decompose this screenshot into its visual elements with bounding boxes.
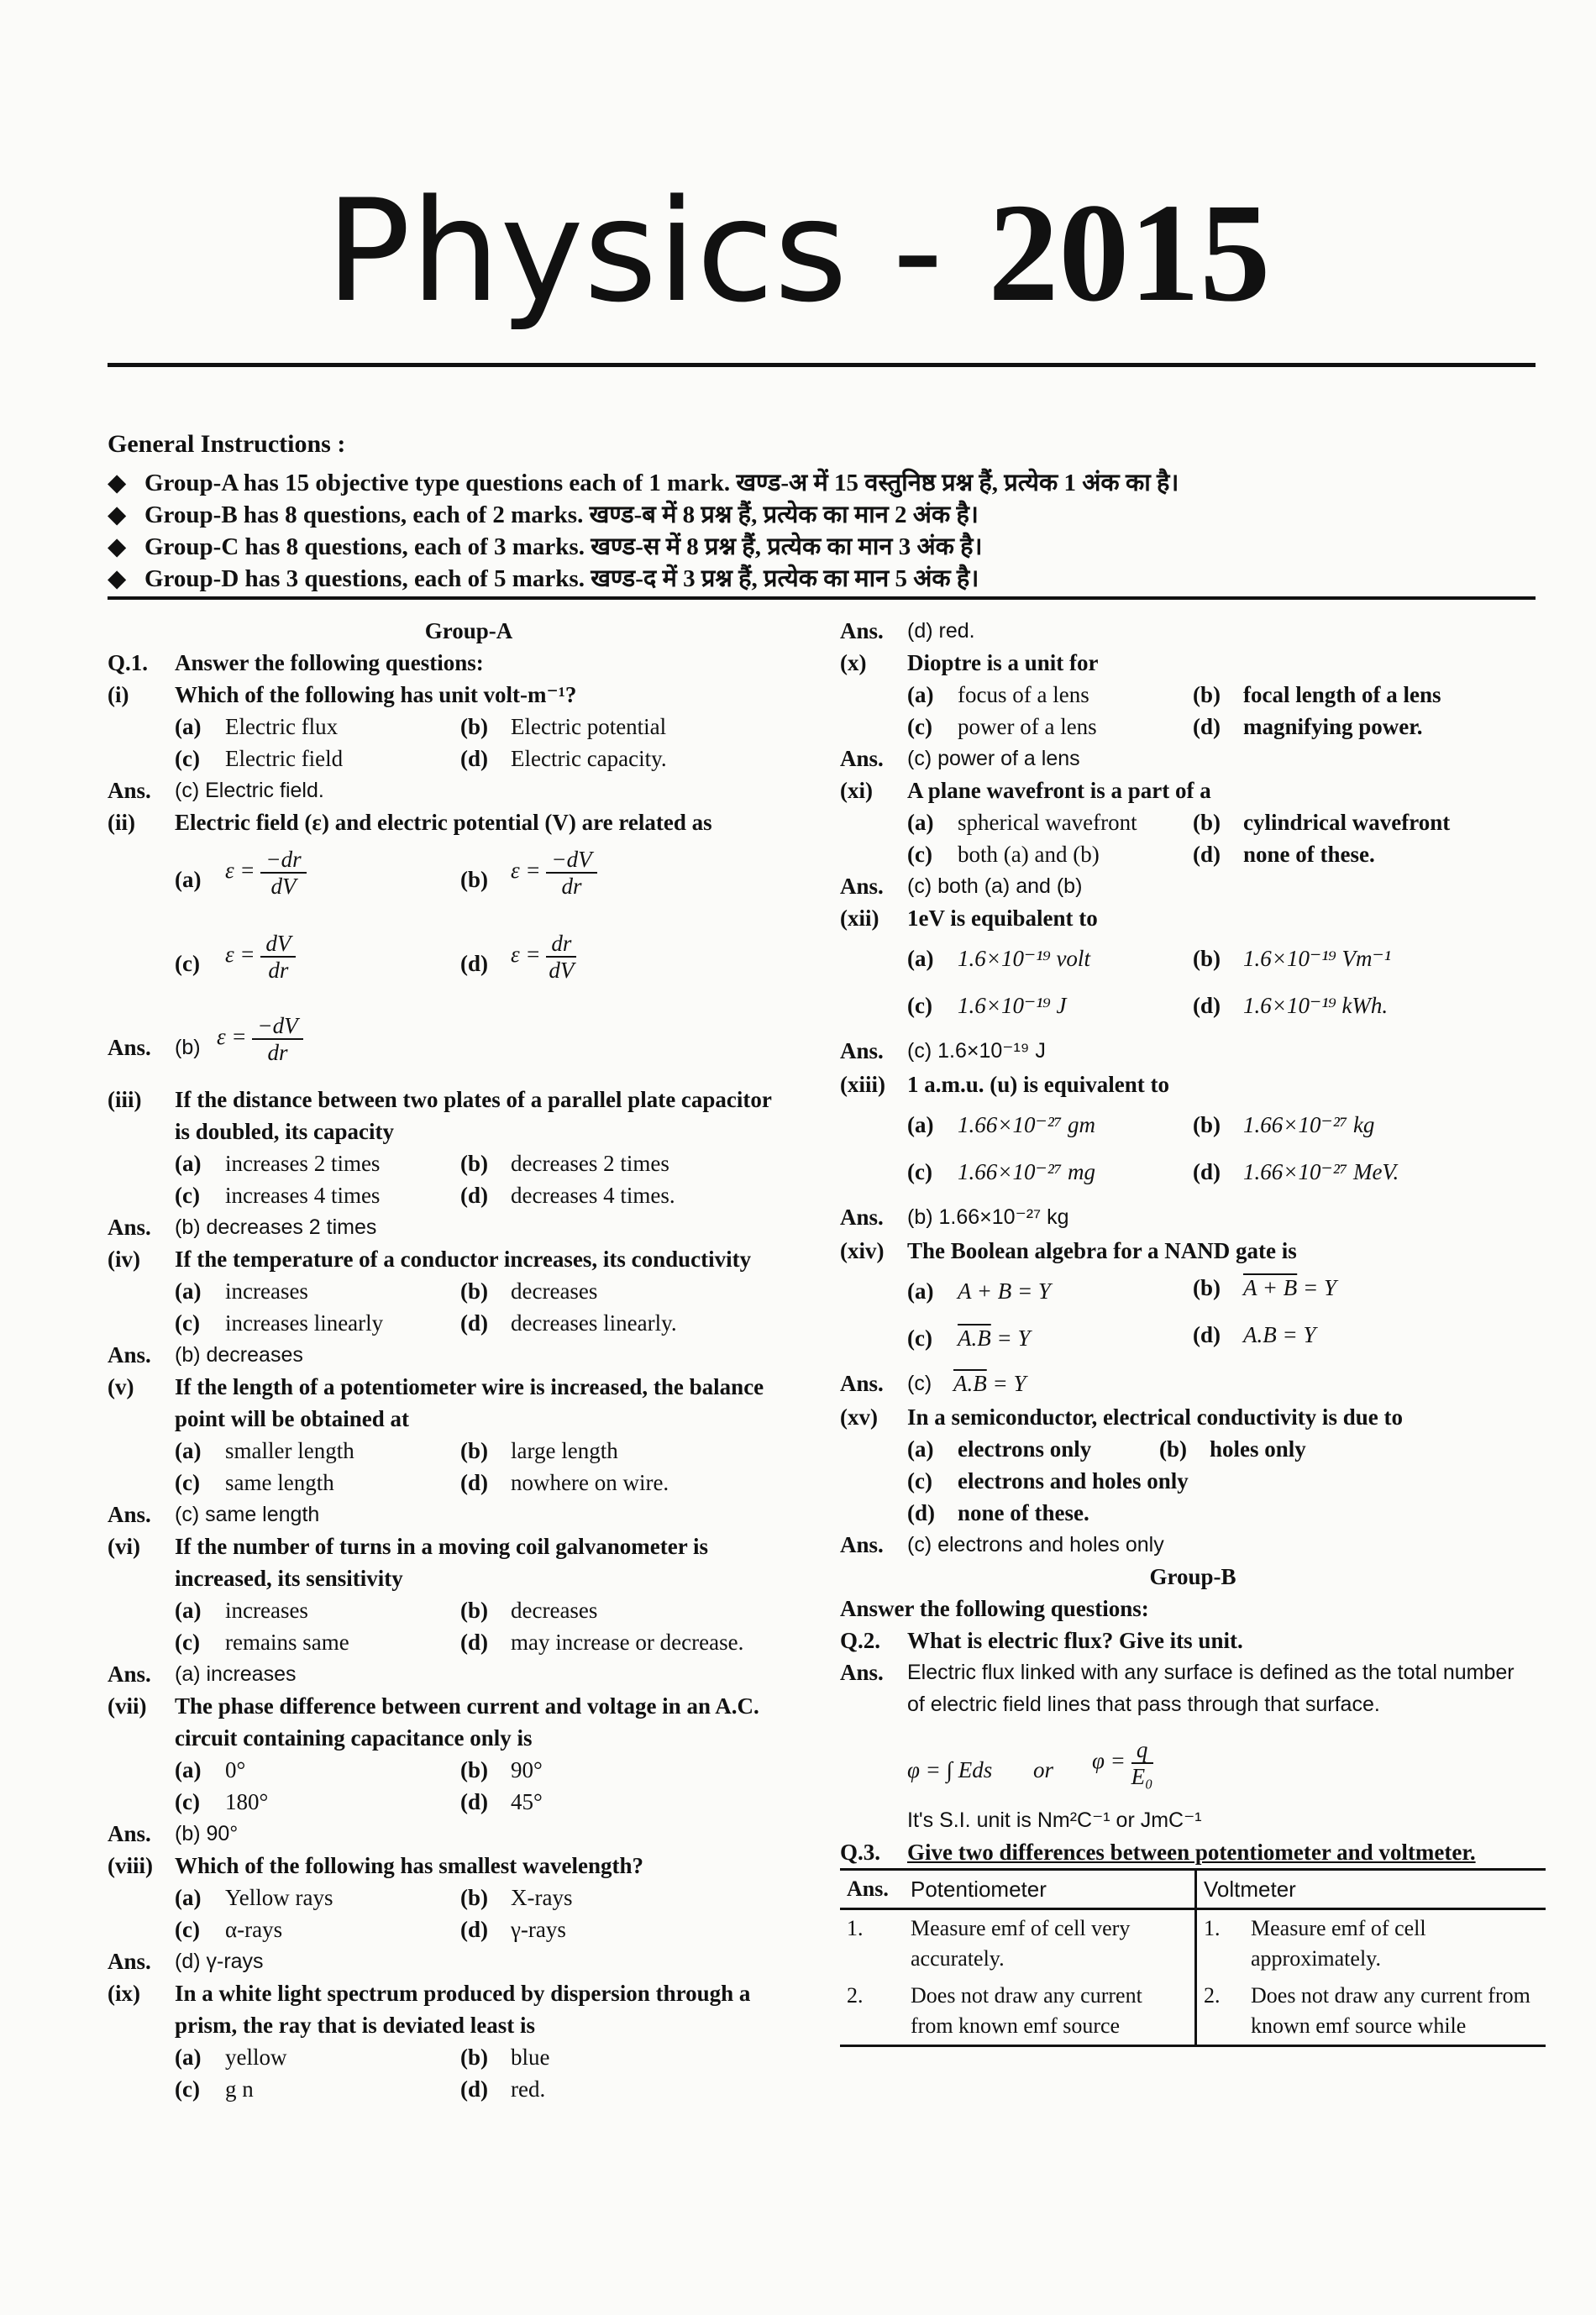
options-row: (c) Electric field (d) Electric capacity. bbox=[175, 746, 667, 771]
options-row: (a) increases (b) decreases bbox=[175, 1278, 598, 1304]
answer: Ans. (d) red. bbox=[840, 618, 975, 643]
question-q2: Q.2. What is electric flux? Give its unit. bbox=[840, 1628, 1243, 1653]
options-row: (c) 1.6×10⁻¹⁹ J (d) 1.6×10⁻¹⁹ kWh. bbox=[907, 993, 1389, 1018]
answer: Ans. (b) ε = $\frac{-dV}{dr}$ bbox=[108, 1010, 830, 1084]
options-row: (c) ε = $\frac{dV}{dr}$ (d) ε = $\frac{dr}{dV}$ bbox=[108, 922, 830, 1010]
instructions-rule bbox=[108, 596, 1536, 600]
options-row: (c) 180° (d) 45° bbox=[175, 1789, 543, 1814]
question-viii: (viii) Which of the following has smallest wavelength? bbox=[108, 1853, 644, 1878]
question-q1: Q.1. Answer the following questions: bbox=[108, 650, 484, 675]
options-row: (c) 1.66×10⁻²⁷ mg (d) 1.66×10⁻²⁷ MeV. bbox=[907, 1159, 1399, 1184]
question-xiv: (xiv) The Boolean algebra for a NAND gate is bbox=[840, 1238, 1297, 1263]
fraction: $\frac{q}{\text{E₀}}$ bbox=[1131, 1737, 1153, 1789]
answer: Ans. (c) power of a lens bbox=[840, 746, 1080, 771]
instructions-heading: General Instructions : bbox=[108, 430, 346, 458]
question-q3: Q.3. Give two differences between potentiometer and voltmeter. bbox=[840, 1840, 1476, 1865]
options-row: (c) α-rays (d) γ-rays bbox=[175, 1917, 566, 1942]
question-xv: (xv) In a semiconductor, electrical conductivity is due to bbox=[840, 1404, 1403, 1430]
question-x: (x) Dioptre is a unit for bbox=[840, 650, 1099, 675]
title-rule bbox=[108, 363, 1536, 367]
diamond-bullet-icon: ◆ bbox=[108, 501, 127, 528]
answer: Ans. (b) decreases 2 times bbox=[108, 1215, 377, 1240]
options-row: (a) 1.6×10⁻¹⁹ volt (b) 1.6×10⁻¹⁹ Vm⁻¹ bbox=[907, 946, 1391, 971]
instruction-row: ◆ Group-C has 8 questions, each of 3 marks. खण्ड-स में 8 प्रश्न हैं, प्रत्येक का मान 3 अंक है। bbox=[108, 531, 1536, 563]
options-row: (a) A + B = Y (b) A + B = Y bbox=[907, 1275, 1336, 1304]
answer: Ans. (c) both (a) and (b) bbox=[840, 874, 1083, 899]
diamond-bullet-icon: ◆ bbox=[108, 533, 127, 560]
answer: Ans. (d) γ-rays bbox=[108, 1949, 264, 1974]
fraction: $\frac{-dr}{dV}$ bbox=[260, 847, 306, 899]
options-row: (c) g n (d) red. bbox=[175, 2076, 546, 2102]
question-vii: (vii) The phase difference between current and voltage in an A.C. bbox=[108, 1693, 759, 1719]
options-row: (a) Yellow rays (b) X-rays bbox=[175, 1885, 573, 1910]
answer: Ans. (c) A.B = Y bbox=[840, 1371, 1026, 1396]
options-row: (c) electrons and holes only bbox=[907, 1468, 1189, 1493]
fraction: $\frac{-dV}{dr}$ bbox=[546, 847, 596, 899]
diamond-bullet-icon: ◆ bbox=[108, 565, 127, 592]
answer: Ans. (b) 90° bbox=[108, 1821, 239, 1846]
answer: Ans. (c) Electric field. bbox=[108, 778, 324, 803]
fraction: $\frac{-dV}{dr}$ bbox=[252, 1013, 302, 1065]
question-xii: (xii) 1eV is equibalent to bbox=[840, 906, 1098, 931]
page-title: Physics - 2015 bbox=[325, 169, 1271, 333]
question-xi: (xi) A plane wavefront is a part of a bbox=[840, 778, 1211, 803]
options-row: (a) yellow (b) blue bbox=[175, 2045, 550, 2070]
options-row: (a) electrons only (b) holes only bbox=[907, 1436, 1306, 1462]
answer: Ans. (b) decreases bbox=[108, 1342, 303, 1367]
question-v: (v) If the length of a potentiometer wire is increased, the balance bbox=[108, 1374, 764, 1399]
answer: Ans. (c) same length bbox=[108, 1502, 320, 1527]
answer: Ans. (a) increases bbox=[108, 1661, 297, 1687]
question-iv: (iv) If the temperature of a conductor increases, its conductivity bbox=[108, 1247, 752, 1272]
options-row: (c) A.B = Y (d) A.B = Y bbox=[907, 1322, 1316, 1351]
fraction: $\frac{dr}{dV}$ bbox=[546, 931, 576, 983]
table-header-row: Ans. Potentiometer Voltmeter bbox=[840, 1870, 1546, 1909]
comparison-table bbox=[840, 1868, 1546, 2047]
question-xiii: (xiii) 1 a.m.u. (u) is equivalent to bbox=[840, 1072, 1170, 1097]
options-row: (c) same length (d) nowhere on wire. bbox=[175, 1470, 669, 1495]
options-row: (a) 0° (b) 90° bbox=[175, 1757, 543, 1782]
flux-formula: φ = ∫ Eds or φ = $\frac{q}{\text{E₀}}$ bbox=[907, 1737, 1153, 1789]
instruction-row: ◆ Group-D has 3 questions, each of 5 marks. खण्ड-द में 3 प्रश्न हैं, प्रत्येक का मान 5 अंक है। bbox=[108, 563, 1536, 595]
options-row: (c) both (a) and (b) (d) none of these. bbox=[907, 842, 1375, 867]
options-row: (a) smaller length (b) large length bbox=[175, 1438, 618, 1463]
instruction-row: ◆ Group-B has 8 questions, each of 2 marks. खण्ड-ब में 8 प्रश्न हैं, प्रत्येक का मान 2 अंक है। bbox=[108, 499, 1536, 531]
fraction: $\frac{dV}{dr}$ bbox=[260, 931, 296, 983]
options-row: (c) increases linearly (d) decreases linearly. bbox=[175, 1310, 677, 1336]
question-iii: (iii) If the distance between two plates of a parallel plate capacitor bbox=[108, 1087, 772, 1112]
group-b-heading: Group-B bbox=[1149, 1564, 1236, 1589]
options-row: (a) focus of a lens (b) focal length of a lens bbox=[907, 682, 1441, 707]
options-row: (a) increases (b) decreases bbox=[175, 1598, 598, 1623]
diamond-bullet-icon: ◆ bbox=[108, 470, 127, 496]
answer: Ans. (c) electrons and holes only bbox=[840, 1532, 1164, 1557]
left-column: Group-A Q.1. Answer the following questions: (i) Which of the following has unit volt-m⁻¹? (a) Electric flux (b) Electric potential (c) Electric field (d) Electric capacity. Ans. (c) Electric field. (ii) Electric field (ε) and electric potential (V) are related as (a) ε = $\frac{-dr}{dV}$ (b) ε = $\frac{-dV}{dr}$ (c) ε = $\frac{dV}{dr}$ (d) ε = $\frac{dr}{dV}$ Ans. (b) ε = $\frac{-dV}{dr}$ (iii) If the distance between two plates of a parallel plate capacitor is doubled, its capacity (a) increases 2 times (b) decreases 2 times (c) increases 4 times (d) decreases 4 times. Ans. (b) decreases 2 times (iv) If the temperature of a conductor increases, its conductivity (a) increases (b) decreases (c) increases linearly (d) decreases linearly. Ans. (b) decreases (v) If the length of a potentiometer wire is increased, the balance point will be obtained at (a) smaller length (b) large length (c) same length (d) nowhere on wire. Ans. (c) same length (vi) If the number of turns in a moving coil galvanometer is increased, its sensitivity (a) increases (b) decreases (c) remains same (d) may increase or decrease. Ans. (a) increases (vii) The phase difference between current and voltage in an A.C. circuit containing capacitance only is (a) 0° (b) 90° (c) 180° (d) 45° Ans. (b) 90° (viii) Which of the following has smallest wavelength? (a) Yellow rays (b) X-rays (c) α-rays (d) γ-rays Ans. (d) γ-rays (ix) In a white light spectrum produced by dispersion through a prism, the ray that is deviated least is (a) yellow (b) blue (c) g n (d) red. bbox=[108, 615, 830, 2105]
question-ii: (ii) Electric field (ε) and electric potential (V) are related as bbox=[108, 810, 712, 835]
options-row: (a) ε = $\frac{-dr}{dV}$ (b) ε = $\frac{-dV}{dr}$ bbox=[108, 838, 830, 922]
group-b-intro: Answer the following questions: bbox=[840, 1596, 1149, 1621]
answer: Ans. (c) 1.6×10⁻¹⁹ J bbox=[840, 1038, 1046, 1063]
options-row: (a) Electric flux (b) Electric potential bbox=[175, 714, 667, 739]
question-i: (i) Which of the following has unit volt-m⁻¹? bbox=[108, 682, 577, 707]
general-instructions bbox=[108, 430, 1536, 595]
options-row: (c) power of a lens (d) magnifying power. bbox=[907, 714, 1423, 739]
table-row: 1. Measure emf of cell very accurately. 1. Measure emf of cell approximately. bbox=[840, 1909, 1546, 1978]
right-column: Ans. (d) red. (x) Dioptre is a unit for (a) focus of a lens (b) focal length of a lens (c) power of a lens (d) magnifying power. Ans. (c) power of a lens (xi) A plane wavefront is a part of a (a) spherical wavefront (b) cylindrical wavefront (c) both (a) and (b) (d) none of these. Ans. (c) both (a) and (b) (xii) 1eV is equibalent to (a) 1.6×10⁻¹⁹ volt (b) 1.6×10⁻¹⁹ Vm⁻¹ (c) 1.6×10⁻¹⁹ J (d) 1.6×10⁻¹⁹ kWh. Ans. (c) 1.6×10⁻¹⁹ J (xiii) 1 a.m.u. (u) is equivalent to (a) 1.66×10⁻²⁷ gm (b) 1.66×10⁻²⁷ kg (c) 1.66×10⁻²⁷ mg (d) 1.66×10⁻²⁷ MeV. Ans. (b) 1.66×10⁻²⁷ kg (xiv) The Boolean algebra for a NAND gate is (a) A + B = Y (b) A + B = Y (c) A.B = Y (d) A.B = Y Ans. (c) A.B = Y (xv) In a semiconductor, electrical conductivity is due to (a) electrons only (b) holes only (c) electrons and holes only (d) none of these. Ans. (c) electrons and holes only Group-B Answer the following questions: Q.2. What is electric flux? Give its unit. Ans. Electric flux linked with any surface is defined as the total number of electric field lines that pass through that surface. φ = ∫ Eds or φ = $\frac{q}{\text{E₀}}$ It's S.I. unit is Nm²C⁻¹ or JmC⁻¹ Q.3. Give two differences between potentiometer and voltmeter. Ans. Potentiometer Voltmeter 1. Measure emf of cell very accurately. 1. Measure emf of cell approximately. 2. Does not draw any current from known emf source 2. Does not draw any current from known emf source while bbox=[840, 615, 1546, 2047]
options-row: (a) increases 2 times (b) decreases 2 times bbox=[175, 1151, 669, 1176]
table-row: 2. Does not draw any current from known emf source 2. Does not draw any current from known emf source while bbox=[840, 1977, 1546, 2046]
question-ix: (ix) In a white light spectrum produced by dispersion through a bbox=[108, 1981, 751, 2006]
answer: Ans. Electric flux linked with any surface is defined as the total number bbox=[840, 1660, 1515, 1685]
options-row: (c) increases 4 times (d) decreases 4 times. bbox=[175, 1183, 675, 1208]
options-row: (c) remains same (d) may increase or decrease. bbox=[175, 1630, 744, 1655]
options-row: (d) none of these. bbox=[907, 1500, 1089, 1525]
question-vi: (vi) If the number of turns in a moving coil galvanometer is bbox=[108, 1534, 709, 1559]
group-a-heading: Group-A bbox=[424, 618, 513, 643]
instruction-row: ◆ Group-A has 15 objective type questions each of 1 mark. खण्ड-अ में 15 वस्तुनिष्ठ प्रश्न हैं, प्रत्येक 1 अंक का है। bbox=[108, 467, 1536, 499]
options-row: (a) 1.66×10⁻²⁷ gm (b) 1.66×10⁻²⁷ kg bbox=[907, 1112, 1375, 1137]
answer: Ans. (b) 1.66×10⁻²⁷ kg bbox=[840, 1205, 1069, 1230]
options-row: (a) spherical wavefront (b) cylindrical wavefront bbox=[907, 810, 1451, 835]
